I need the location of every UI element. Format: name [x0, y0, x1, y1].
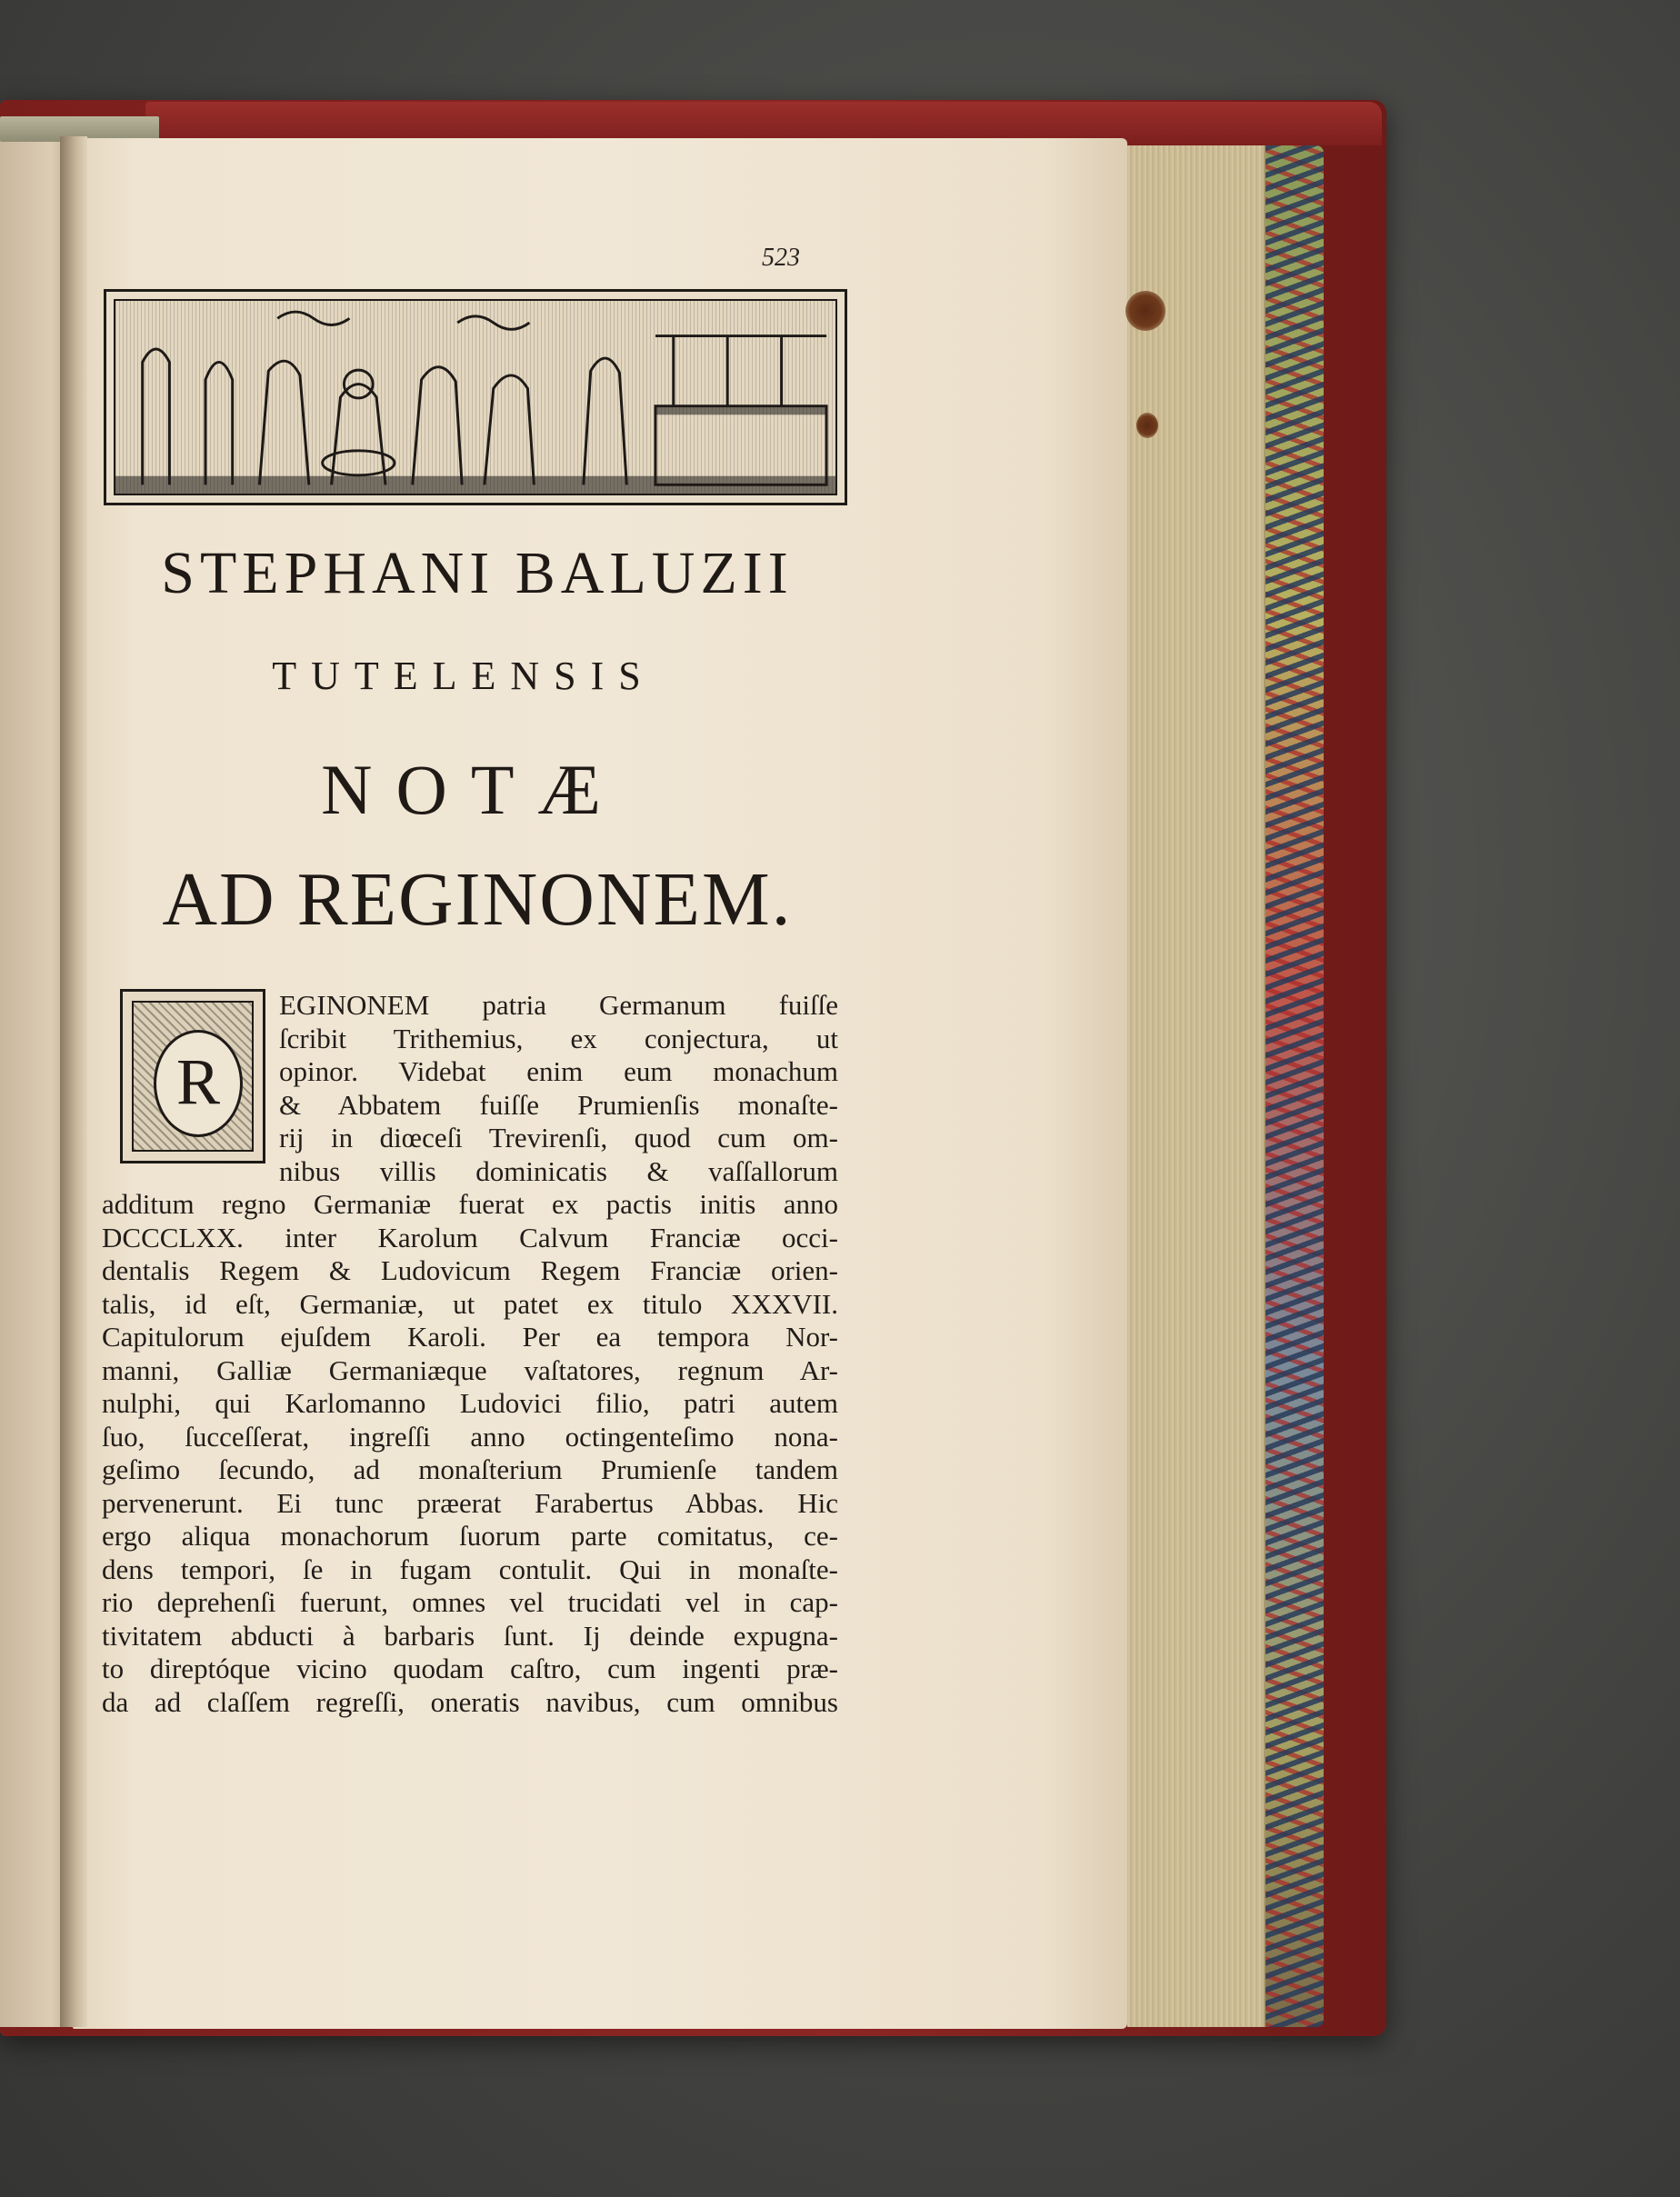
- text-line: nibus villis dominicatis & vaſſallorum: [279, 1154, 838, 1187]
- text-line: opinor. Videbat enim eum monachum: [279, 1055, 838, 1087]
- text-line: manni, Galliæ Germaniæque vaſtatores, regnum Ar-: [102, 1353, 838, 1386]
- text-line: EGINONEM patria Germanum fuiſſe: [279, 989, 838, 1021]
- text-line: & Abbatem fuiſſe Prumienſis monaſte-: [279, 1088, 838, 1121]
- title-author: STEPHANI BALUZII: [161, 540, 794, 606]
- text-line: rij in diœceſi Trevirenſi, quod cum om-: [279, 1122, 838, 1153]
- initial-letter: R: [175, 1045, 221, 1118]
- text-line: talis, id eſt, Germaniæ, ut patet ex titulo XXXVII.: [102, 1287, 838, 1320]
- title-subject: AD REGINONEM.: [162, 857, 793, 942]
- title-notae: NOTÆ: [321, 750, 625, 829]
- stain-mark: [1136, 413, 1158, 438]
- text-line: DCCCLXX. inter Karolum Calvum Franciæ occi-: [102, 1221, 838, 1253]
- text-line: Capitulorum ejuſdem Karoli. Per ea tempora Nor-: [102, 1321, 838, 1353]
- woodcut-headpiece: [104, 289, 847, 505]
- text-line: dens tempori, ſe in fugam contulit. Qui in monaſte-: [102, 1553, 838, 1585]
- text-line: rio deprehenſi fuerunt, omnes vel trucidati vel in cap-: [102, 1586, 838, 1618]
- woodcut-illustration-icon: [115, 301, 835, 494]
- marbled-fore-edge: [1265, 145, 1324, 2027]
- text-line: da ad claſſem regreſſi, oneratis navibus, cum omnibus: [102, 1685, 838, 1718]
- text-line: dentalis Regem & Ludovicum Regem Franciæ orien-: [102, 1254, 838, 1286]
- body-text: [102, 989, 838, 1719]
- stain-mark: [1125, 291, 1165, 331]
- text-line: additum regno Germaniæ fuerat ex pactis initis anno: [102, 1188, 838, 1220]
- text-line: nulphi, qui Karlomanno Ludovici filio, patri autem: [102, 1387, 838, 1419]
- text-line: pervenerunt. Ei tunc præerat Farabertus Abbas. Hic: [102, 1486, 838, 1519]
- page-number: 523: [762, 244, 800, 272]
- text-line: to direptóque vicino quodam caſtro, cum ingenti præ-: [102, 1653, 838, 1684]
- text-line: ergo aliqua monachorum ſuorum parte comitatus, ce-: [102, 1520, 838, 1552]
- text-line: ſcribit Trithemius, ex conjectura, ut: [279, 1022, 838, 1054]
- title-origin: TUTELENSIS: [272, 654, 655, 698]
- text-line: ſuo, ſucceſſerat, ingreſſi anno octingenteſimo nona-: [102, 1420, 838, 1453]
- text-line: geſimo ſecundo, ad monaſterium Prumienſe tandem: [102, 1453, 838, 1485]
- gutter: [60, 136, 87, 2027]
- text-line: tivitatem abducti à barbaris ſunt. Ij deinde expugna-: [102, 1619, 838, 1652]
